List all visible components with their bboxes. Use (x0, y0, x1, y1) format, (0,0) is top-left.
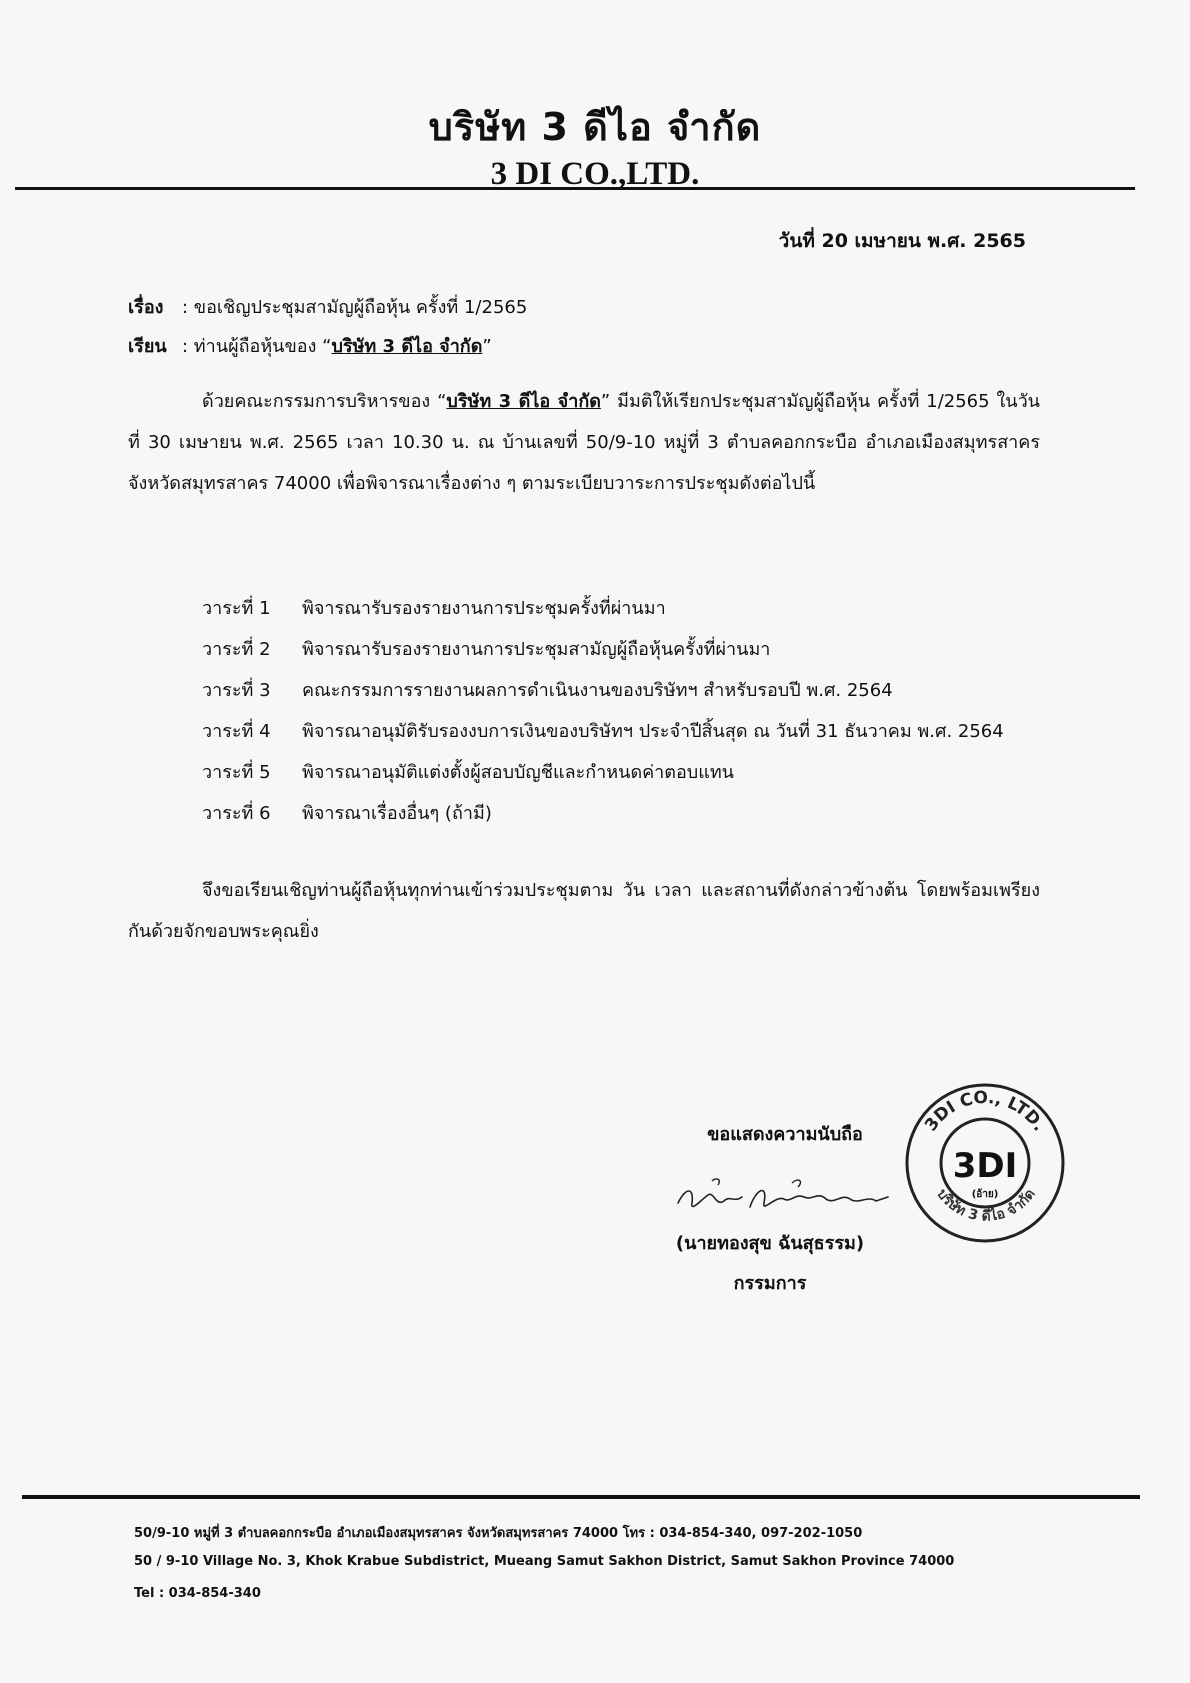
closing-text: ขอแสดงความนับถือ (707, 1124, 863, 1145)
agenda-item (202, 588, 1004, 629)
recipient-suffix: ” (482, 336, 492, 357)
subject-line (128, 292, 527, 321)
svg-text:บริษัท 3 ดีไอ จำกัด: บริษัท 3 ดีไอ จำกัด (933, 1186, 1039, 1225)
subject-label: เรื่อง (128, 297, 164, 318)
agenda-text: พิจารณารับรองรายงานการประชุมครั้งที่ผ่านมา (302, 598, 666, 619)
body-paragraph-2 (128, 870, 1040, 952)
company-seal-icon (903, 1081, 1068, 1246)
company-name-english: 3 DI CO.,LTD. (490, 156, 700, 192)
agenda-list (202, 588, 1004, 834)
p1-company: บริษัท 3 ดีไอ จำกัด (446, 391, 601, 412)
agenda-item (202, 629, 1004, 670)
agenda-number: วาระที่ 2 (202, 639, 271, 660)
agenda-item (202, 752, 1004, 793)
agenda-item (202, 670, 1004, 711)
signature-image (672, 1173, 897, 1221)
agenda-number: วาระที่ 3 (202, 680, 271, 701)
svg-text:3DI: 3DI (952, 1146, 1018, 1186)
agenda-text: พิจารณาอนุมัติรับรองงบการเงินของบริษัทฯ ประจำปีสิ้นสุด ณ วันที่ 31 ธันวาคม พ.ศ. 2564 (302, 721, 1004, 742)
recipient-label: เรียน (128, 336, 167, 357)
body-paragraph-1 (128, 381, 1040, 504)
header-divider (15, 187, 1135, 190)
letter-date: วันที่ 20 เมษายน พ.ศ. 2565 (778, 230, 1026, 252)
agenda-number: วาระที่ 4 (202, 721, 271, 742)
company-name-thai: บริษัท 3 ดีไอ จำกัด (428, 105, 762, 149)
signatory-title: กรรมการ (733, 1273, 807, 1294)
subject-text: : ขอเชิญประชุมสามัญผู้ถือหุ้น ครั้งที่ 1/2565 (182, 297, 528, 318)
agenda-item (202, 793, 1004, 834)
agenda-text: พิจารณาอนุมัติแต่งตั้งผู้สอบบัญชีและกำหนดค่าตอบแทน (302, 762, 734, 783)
p1-after: ” มีมติให้เรียกประชุมสามัญผู้ถือหุ้น ครั้งที่ 1/2565 ในวันที่ 30 เมษายน พ.ศ. 2565 เวลา 10.30 น. ณ บ้านเลขที่ 50/9-10 หมู่ที่ 3 ตำบลคอกกระบือ อำเภอเมืองสมุทรสาคร จังหวัดสมุทรสาคร 74000 เพื่อพิจารณาเรื่องต่าง ๆ ตามระเบียบวาระการประชุมดังต่อไปนี้ (128, 391, 1040, 494)
agenda-number: วาระที่ 5 (202, 762, 271, 783)
footer-telephone: Tel : 034-854-340 (134, 1586, 261, 1601)
signatory-name: (นายทองสุข ฉันสุธรรม) (675, 1233, 865, 1254)
p2-text: จึงขอเรียนเชิญท่านผู้ถือหุ้นทุกท่านเข้าร่วมประชุมตาม วัน เวลา และสถานที่ดังกล่าวข้างต้น โดยพร้อมเพรียงกันด้วยจักขอบพระคุณยิ่ง (128, 880, 1040, 942)
recipient-prefix: : ท่านผู้ถือหุ้นของ “ (182, 336, 332, 357)
agenda-number: วาระที่ 6 (202, 803, 271, 824)
footer-divider (22, 1495, 1140, 1499)
svg-text:(อ้าย): (อ้าย) (971, 1189, 999, 1200)
footer-address-thai: 50/9-10 หมู่ที่ 3 ตำบลคอกกระบือ อำเภอเมืองสมุทรสาคร จังหวัดสมุทรสาคร 74000 โทร : 034-854-340, 097-202-1050 (134, 1526, 863, 1541)
agenda-text: พิจารณารับรองรายงานการประชุมสามัญผู้ถือหุ้นครั้งที่ผ่านมา (302, 639, 771, 660)
agenda-number: วาระที่ 1 (202, 598, 271, 619)
agenda-text: พิจารณาเรื่องอื่นๆ (ถ้ามี) (302, 803, 492, 824)
agenda-item (202, 711, 1004, 752)
svg-text:3DI CO., LTD.: 3DI CO., LTD. (921, 1087, 1050, 1136)
p1-before: ด้วยคณะกรรมการบริหารของ “ (202, 391, 447, 412)
recipient-company: บริษัท 3 ดีไอ จำกัด (331, 336, 483, 357)
agenda-text: คณะกรรมการรายงานผลการดำเนินงานของบริษัทฯ สำหรับรอบปี พ.ศ. 2564 (302, 680, 893, 701)
footer-address-english: 50 / 9-10 Village No. 3, Khok Krabue Subdistrict, Mueang Samut Sakhon District, Samut Sakhon Province 74000 (134, 1554, 955, 1569)
recipient-line (128, 331, 492, 360)
